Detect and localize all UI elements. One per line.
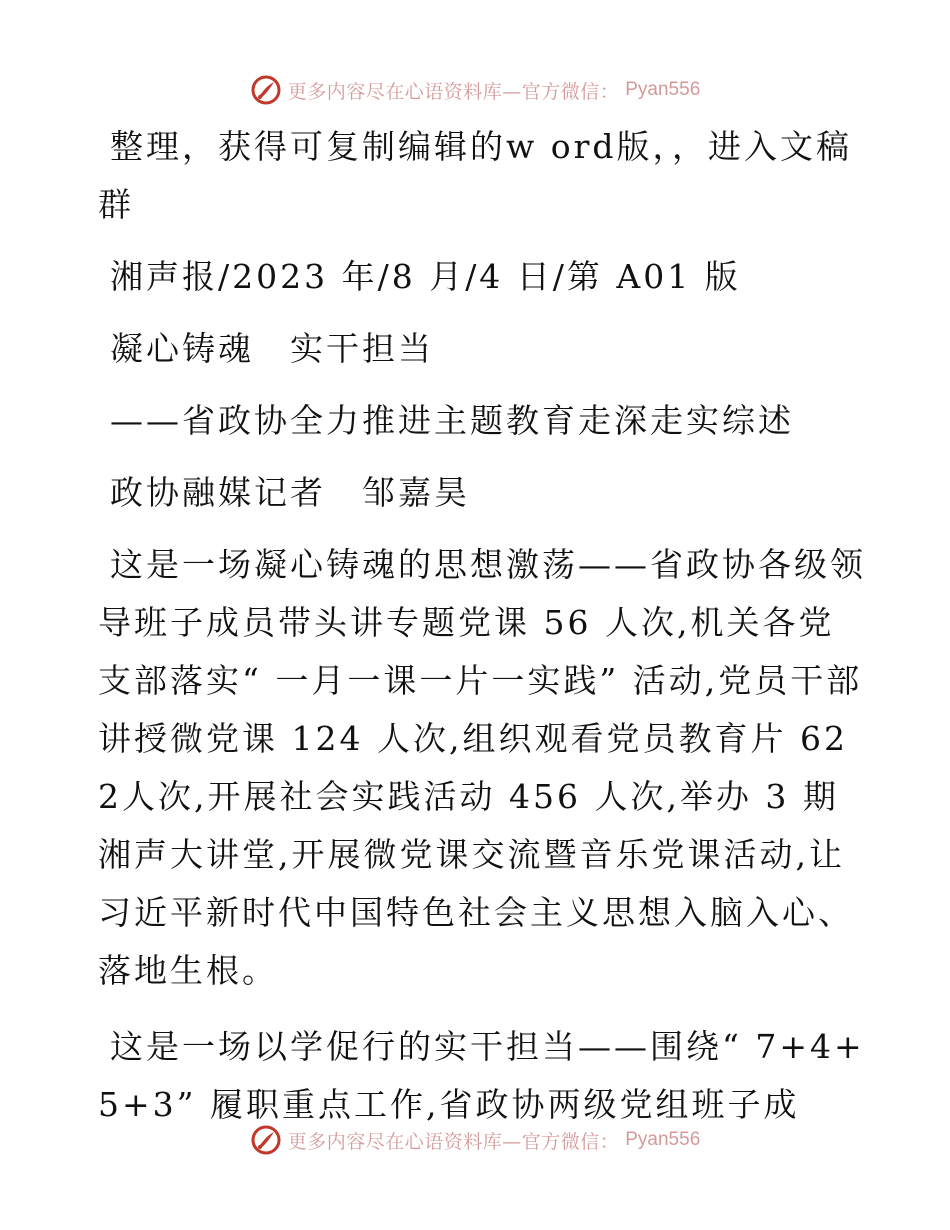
- article-subtitle: ——省政协全力推进主题教育走深走实综述: [110, 401, 794, 440]
- watermark-account: Pyan556: [625, 1129, 701, 1150]
- header-watermark: [0, 70, 950, 110]
- body-paragraph: 这是一场以学促行的实干担当——围绕“ 7+4+5+3” 履职重点工作,省政协两级党组班子成: [98, 1027, 865, 1124]
- article-title: 凝心铸魂 实干担当: [110, 329, 434, 368]
- footer-watermark: [0, 1120, 950, 1160]
- intro-line: 整理，获得可复制编辑的w ord版，，进入文稿群: [98, 127, 853, 224]
- body-paragraph: 这是一场凝心铸魂的思想激荡——省政协各级领导班子成员带头讲专题党课 56 人次,机关各党支部落实“ 一月一课一片一实践” 活动,党员干部讲授微党课 124 人次,组织观看党员教育片 622人次,开展社会实践活动 456 人次,举办 3 期湘声大讲堂,开展微党课交流暨音乐党课活动,让习近平新时代中国特色社会主义思想入脑入心、落地生根。: [98, 545, 866, 990]
- watermark-text: 更多内容尽在心语资料库—官方微信：: [287, 80, 620, 103]
- brush-logo-icon: [250, 1124, 282, 1156]
- byline: 政协融媒记者 邹嘉昊: [110, 473, 470, 512]
- watermark-account: Pyan556: [625, 79, 701, 100]
- brush-logo-icon: [250, 74, 282, 106]
- watermark-text: 更多内容尽在心语资料库—官方微信：: [287, 1130, 620, 1153]
- document-body: [98, 118, 868, 1134]
- source-line: 湘声报/2023 年/8 月/4 日/第 A01 版: [110, 257, 741, 296]
